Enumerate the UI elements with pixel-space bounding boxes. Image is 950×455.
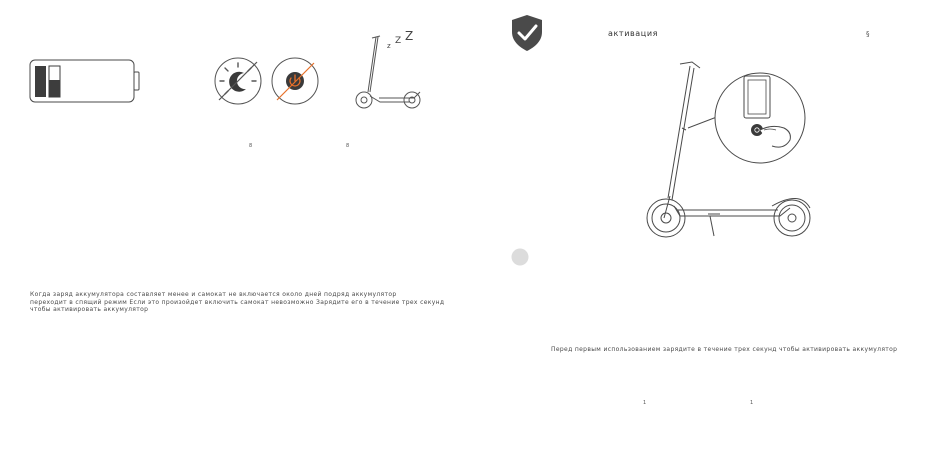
- small-mark-2: 8: [346, 143, 350, 149]
- sleep-letter-medium: Z: [395, 36, 402, 46]
- battery-cell-half-fill: [49, 80, 60, 97]
- shield-check-icon: [510, 14, 544, 52]
- paragraph-line-3: чтобы активировать аккумулятор: [30, 306, 149, 313]
- sleep-mode-paragraph: [30, 291, 444, 314]
- scooter-sleep-icon: [352, 32, 432, 112]
- low-battery-icon: [28, 58, 144, 106]
- sleep-letter-small: z: [387, 42, 391, 50]
- step-circle-icon: [511, 248, 529, 266]
- power-off-icon: [270, 56, 320, 106]
- paragraph-line-2: переходит в спящий режим Если это произойдет включить самокат невозможно Зарядите его в течение трех секунд: [30, 298, 445, 306]
- battery-terminal: [134, 72, 139, 90]
- sleep-mode-icon: [213, 56, 263, 106]
- paragraph-line-1: Когда заряд аккумулятора составляет менее и самокат не включается около дней подряд аккумулятор: [30, 291, 397, 298]
- section-title: активация: [608, 29, 659, 38]
- footnote-1: 1: [643, 400, 647, 406]
- activation-instruction: Перед первым использованием зарядите в течение трех секунд чтобы активировать аккумулятор: [551, 346, 898, 353]
- corner-mark: §: [866, 30, 870, 38]
- small-mark-1: 8: [249, 143, 253, 149]
- scooter-power-button-icon: [640, 58, 820, 240]
- battery-cell-full: [35, 66, 46, 97]
- sleep-letter-large: Z: [405, 29, 414, 43]
- footnote-2: 1: [750, 400, 754, 406]
